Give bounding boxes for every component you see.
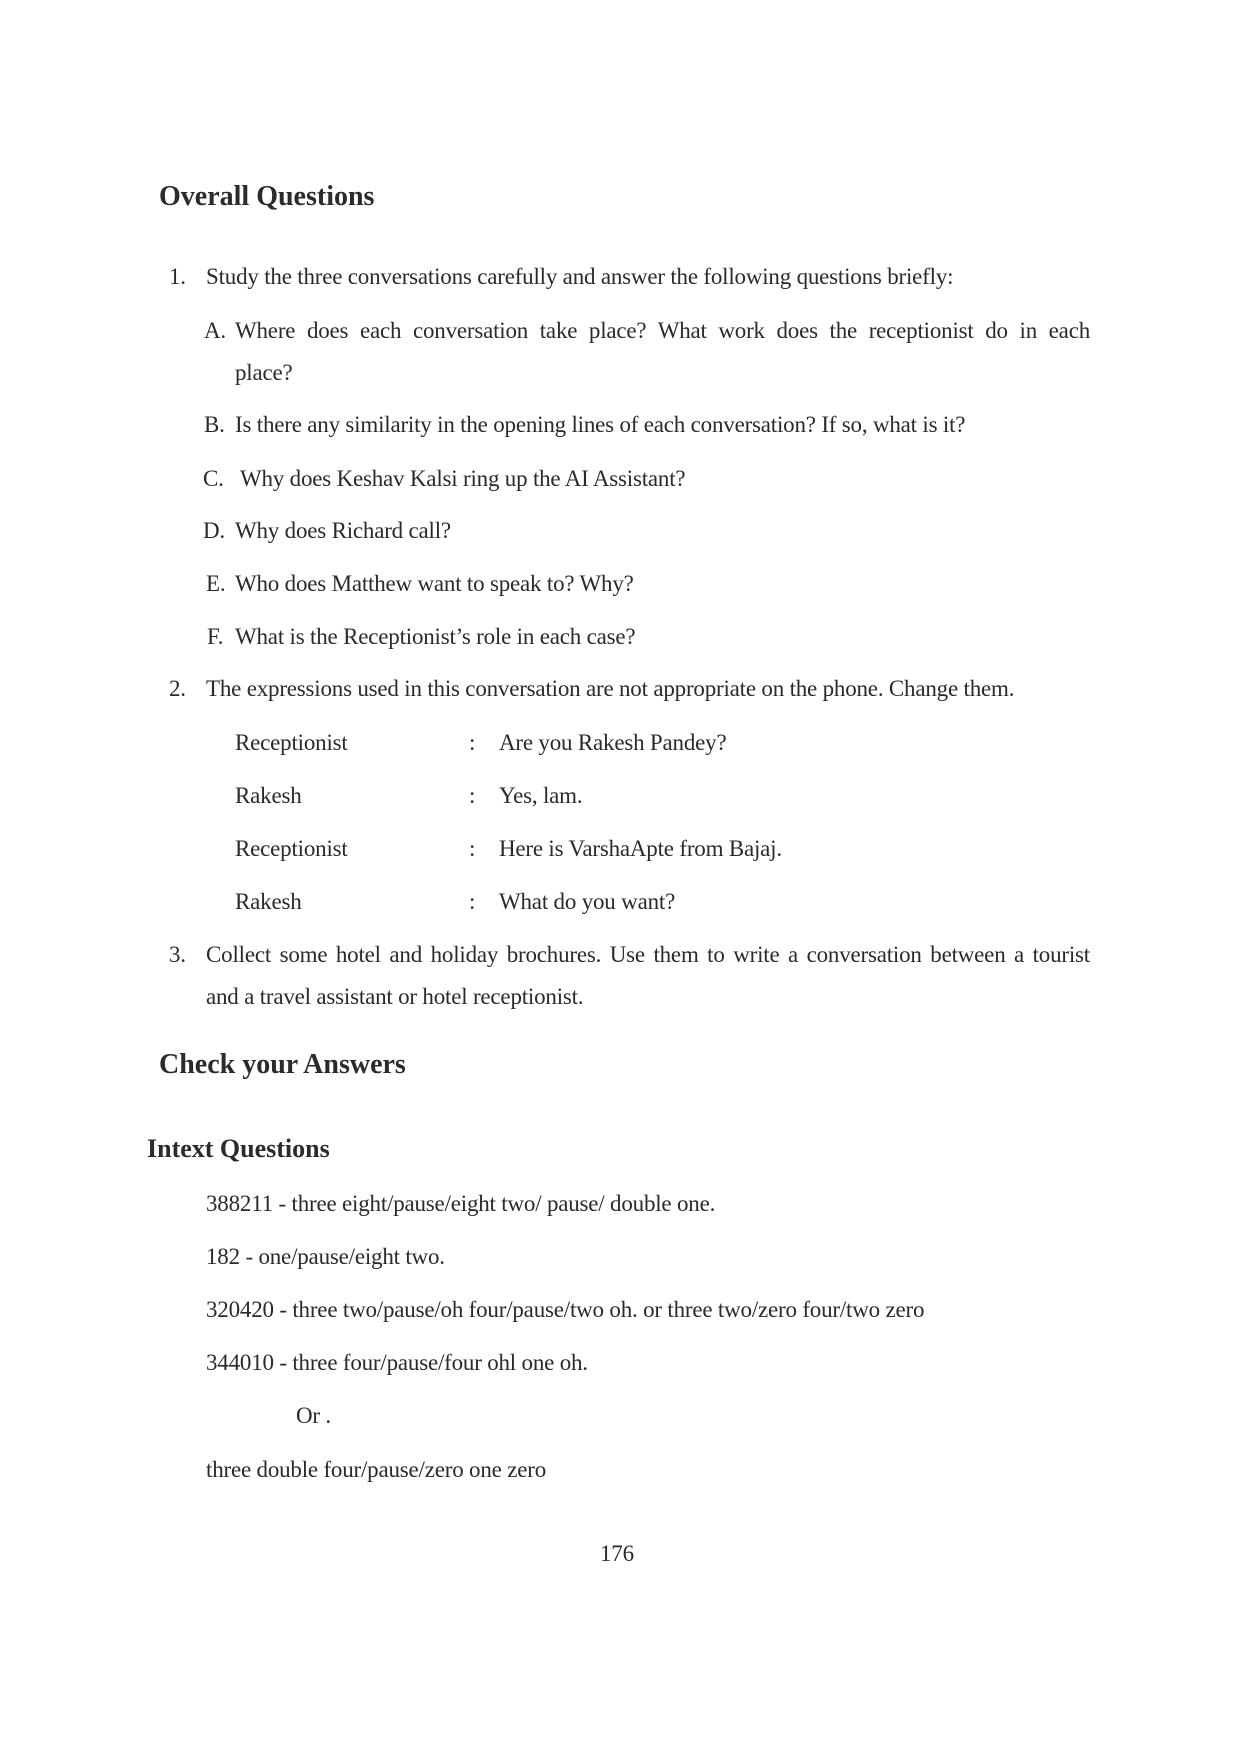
question-1a-text-cont: place?	[235, 360, 293, 385]
dialogue-line: Are you Rakesh Pandey?	[499, 730, 727, 755]
dialogue-line: Yes, lam.	[499, 783, 583, 808]
question-1a-letter: A.	[204, 318, 226, 343]
question-3-number: 3.	[169, 942, 186, 967]
question-1-text: Study the three conversations carefully and answer the following questions briefly:	[206, 264, 954, 289]
dialogue-separator: :	[469, 889, 476, 914]
question-1f-letter: F.	[207, 624, 224, 649]
page-number: 176	[600, 1541, 634, 1566]
dialogue-speaker: Receptionist	[235, 730, 348, 755]
dialogue-separator: :	[469, 730, 476, 755]
dialogue-speaker: Receptionist	[235, 836, 348, 861]
question-3-text: Collect some hotel and holiday brochures. Use them to write a conversation between a tourist	[206, 942, 1090, 967]
answer-or: Or .	[296, 1403, 331, 1428]
answer-item: 344010 - three four/pause/four ohl one oh.	[206, 1350, 588, 1375]
intext-questions-heading: Intext Questions	[147, 1134, 330, 1163]
question-2-number: 2.	[169, 676, 186, 701]
question-1a-text: Where does each conversation take place? What work does the receptionist do in each	[235, 318, 1090, 343]
dialogue-line: Here is VarshaApte from Bajaj.	[499, 836, 782, 861]
dialogue-speaker: Rakesh	[235, 783, 302, 808]
question-1e-letter: E.	[206, 571, 226, 596]
question-1-number: 1.	[169, 264, 186, 289]
question-3-text-cont: and a travel assistant or hotel receptionist.	[206, 984, 584, 1009]
answer-item: three double four/pause/zero one zero	[206, 1457, 546, 1482]
overall-questions-heading: Overall Questions	[159, 181, 375, 212]
dialogue-separator: :	[469, 783, 476, 808]
check-answers-heading: Check your Answers	[159, 1049, 406, 1080]
question-1d-text: Why does Richard call?	[235, 518, 451, 543]
question-1d-letter: D.	[203, 518, 225, 543]
question-1b-letter: B.	[204, 412, 225, 437]
question-1f-text: What is the Receptionist’s role in each case?	[235, 624, 636, 649]
dialogue-speaker: Rakesh	[235, 889, 302, 914]
dialogue-line: What do you want?	[499, 889, 676, 914]
question-2-text: The expressions used in this conversation are not appropriate on the phone. Change them.	[206, 676, 1015, 701]
question-1c-letter: C.	[203, 466, 224, 491]
answer-item: 320420 - three two/pause/oh four/pause/two oh. or three two/zero four/two zero	[206, 1297, 925, 1322]
answer-item: 388211 - three eight/pause/eight two/ pause/ double one.	[206, 1191, 716, 1216]
dialogue-separator: :	[469, 836, 476, 861]
answer-item: 182 - one/pause/eight two.	[206, 1244, 445, 1269]
question-1c-text: Why does Keshav Kalsi ring up the AI Assistant?	[240, 466, 686, 491]
question-1b-text: Is there any similarity in the opening lines of each conversation? If so, what is it?	[235, 412, 966, 437]
question-1e-text: Who does Matthew want to speak to? Why?	[235, 571, 634, 596]
